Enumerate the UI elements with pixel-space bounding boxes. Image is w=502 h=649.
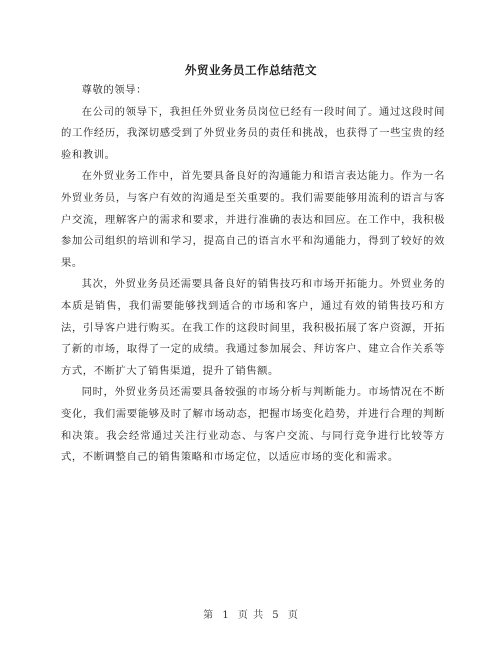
paragraph-4: 同时，外贸业务员还需要具备较强的市场分析与判断能力。市场情况在不断变化，我们需要能够及时了解市场动态，把握市场变化趋势，并进行合理的判断和决策。我会经常通过关注行业动态、与客户交流、与同行竞争进行比较等方式，不断调整自己的销售策略和市场定位，以适应市场的变化和需求。 [61,386,445,464]
document-title: 外贸业务员工作总结范文 [185,63,317,77]
total-pages-number: 5 [272,610,280,621]
footer-suffix: 页 [287,610,299,621]
page-footer [0,606,502,621]
footer-middle: 页 共 [237,610,265,621]
paragraph-2: 在外贸业务工作中，首先要具备良好的沟通能力和语言表达能力。作为一名外贸业务员，与客户有效的沟通是至关重要的。我们需要能够用流利的语言与客户交流，理解客户的需求和要求，并进行准确的表达和回应。在工作中，我积极参加公司组织的培训和学习，提高自己的语言水平和沟通能力，得到了较好的效果。 [61,170,445,269]
greeting-line: 尊敬的领导： [81,84,147,96]
document-body [61,80,445,469]
current-page-number: 1 [222,610,230,621]
paragraph-1: 在公司的领导下，我担任外贸业务员岗位已经有一段时间了。通过这段时间的工作经历，我深切感受到了外贸业务员的责任和挑战，也获得了一些宝贵的经验和教训。 [61,105,445,161]
paragraph-3: 其次，外贸业务员还需要具备良好的销售技巧和市场开拓能力。外贸业务的本质是销售，我们需要能够找到适合的市场和客户，通过有效的销售技巧和方法，引导客户进行购买。在我工作的这段时间里，我积极拓展了客户资源，开拓了新的市场，取得了一定的成绩。我通过参加展会、拜访客户、建立合作关系等方式，不断扩大了销售渠道，提升了销售额。 [61,278,445,377]
footer-prefix: 第 [203,610,215,621]
